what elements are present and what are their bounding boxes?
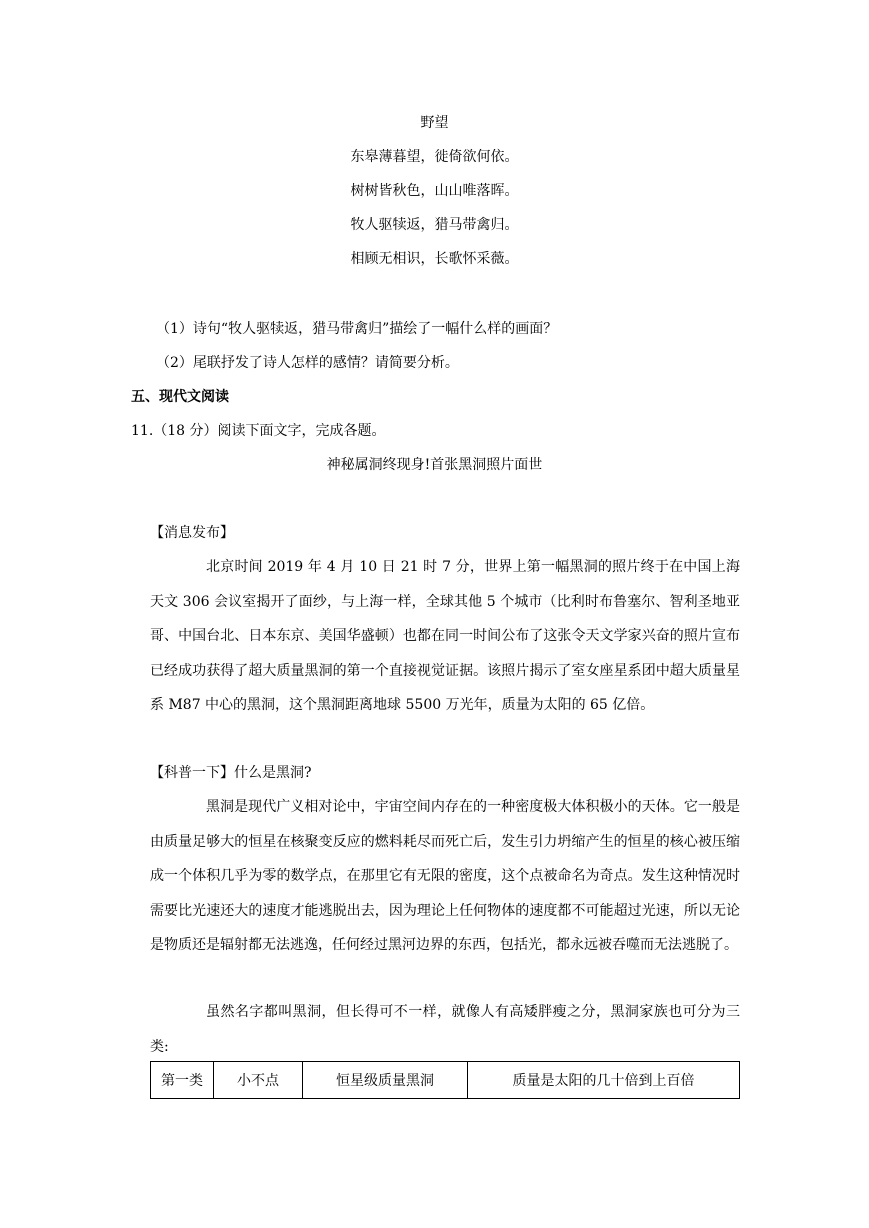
poem-line: 树树皆秋色，山山唯落晖。 [350, 183, 519, 199]
black-hole-types-table [150, 1061, 740, 1099]
poem-line: 东皋薄暮望，徙倚欲何依。 [350, 149, 519, 165]
table-cell: 质量是太阳的几十倍到上百倍 [468, 1062, 740, 1099]
table-cell: 恒星级质量黑洞 [303, 1062, 468, 1099]
science-paragraph: 黑洞是现代广义相对论中，宇宙空间内存在的一种密度极大体积极小的天体。它一般是由质量足够大的恒星在核聚变反应的燃料耗尽而死亡后，发生引力坍缩产生的恒星的核心被压缩成一个体积几乎为零的数学点，在那里它有无限的密度，这个点被命名为奇点。发生这种情况时需要比光速还大的速度才能逃脱出去，因为理论上任何物体的速度都不可能超过光速，所以无论是物质还是辐射都无法逃逸，任何经过黑河边界的东西，包括光，都永远被吞噬而无法逃脱了。 [150, 799, 740, 953]
table-cell: 小不点 [214, 1062, 303, 1099]
poem-line: 相顾无相识，长歌怀采薇。 [350, 251, 519, 267]
poem-title: 野望 [420, 115, 449, 131]
types-paragraph: 虽然名字都叫黑洞，但长得可不一样，就像人有高矮胖瘦之分，黑洞家族也可分为三类: [150, 1004, 740, 1055]
question-2: （2）尾联抒发了诗人怎样的感情？请简要分析。 [156, 355, 459, 371]
section-heading: 五、现代文阅读 [131, 389, 229, 405]
table-row [151, 1062, 740, 1099]
question-1: （1）诗句“牧人驱犊返，猎马带禽归”描绘了一幅什么样的画面？ [156, 321, 558, 337]
question-intro: 11.（18 分）阅读下面文字，完成各题。 [131, 423, 386, 439]
poem-line: 牧人驱犊返，猎马带禽归。 [350, 217, 519, 233]
news-label: 【消息发布】 [150, 525, 234, 541]
news-paragraph: 北京时间 2019 年 4 月 10 日 21 时 7 分，世界上第一幅黑洞的照片终于在中国上海天文 306 会议室揭开了面纱，与上海一样，全球其他 5 个城市（比利时布鲁塞尔、智利圣地亚哥、中国台北、日本东京、美国华盛顿）也都在同一时间公布了这张令天文学家兴奋的照片宣布已经成功获得了超大质量黑洞的第一个直接视觉证据。该照片揭示了室女座星系团中超大质量星系 M87 中心的黑洞，这个黑洞距离地球 5500 万光年，质量为太阳的 65 亿倍。 [150, 559, 740, 713]
table-cell: 第一类 [151, 1062, 214, 1099]
science-label: 【科普一下】什么是黑洞? [150, 765, 312, 781]
article-title: 神秘属洞终现身!首张黑洞照片面世 [326, 457, 543, 473]
